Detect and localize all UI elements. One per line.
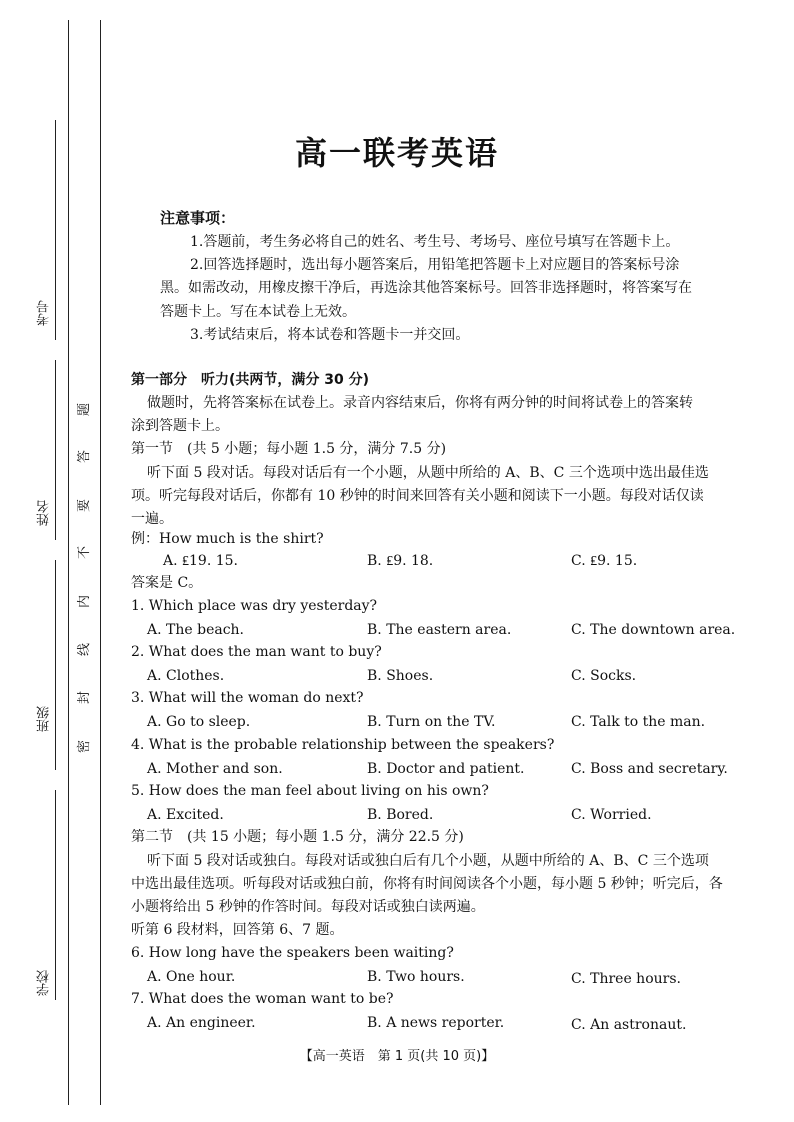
seal-char: 题 [77, 402, 93, 417]
option-b: B. Bored. [367, 807, 434, 823]
notice-heading: 注意事项： [160, 209, 236, 227]
option-a: A. Go to sleep. [147, 714, 251, 730]
material-note: 听第 6 段材料，回答第 6、7 题。 [131, 922, 344, 938]
seal-char: 线 [77, 642, 93, 657]
seal-char: 不 [77, 545, 93, 560]
option-c: C. Worried. [571, 807, 652, 823]
question: 4. What is the probable relationship between the speakers? [131, 737, 555, 753]
notice-item: 答题卡上。写在本试卷上无效。 [160, 304, 356, 320]
section2-directions: 中选出最佳选项。听每段对话或独白前，你将有时间阅读各个小题，每小题 5 秒钟；听完后，各 [131, 876, 723, 892]
option-a: A. Excited. [147, 807, 224, 823]
page-footer: 【高一英语 第 1 页(共 10 页)】 [299, 1049, 495, 1064]
notice-item: 1.答题前，考生务必将自己的姓名、考生号、考场号、座位号填写在答题卡上。 [190, 234, 680, 250]
option-c: C. Boss and secretary. [571, 761, 728, 777]
exam-number-label: 考号 [37, 300, 52, 326]
seal-char: 内 [77, 594, 93, 609]
section2-heading: 第二节 (共 15 小题；每小题 1.5 分，满分 22.5 分) [131, 829, 464, 845]
option-b: B. Shoes. [367, 668, 434, 684]
class-fill-line [55, 560, 56, 770]
example-option-c: C. ₤9. 15. [571, 553, 638, 569]
option-a: A. An engineer. [147, 1015, 256, 1031]
question: 6. How long have the speakers been waiting? [131, 945, 454, 961]
option-a: A. Clothes. [147, 668, 225, 684]
question: 7. What does the woman want to be? [131, 991, 394, 1007]
name-fill-line [55, 360, 56, 540]
school-fill-line [55, 790, 56, 1000]
question: 5. How does the man feel about living on his own? [131, 783, 489, 799]
question: 1. Which place was dry yesterday? [131, 598, 378, 614]
seal-char: 封 [77, 690, 93, 705]
school-label: 学校 [37, 970, 52, 996]
option-b: B. Doctor and patient. [367, 761, 525, 777]
part1-intro: 做题时，先将答案标在试卷上。录音内容结束后，你将有两分钟的时间将试卷上的答案转 [147, 395, 693, 411]
option-c: C. An astronaut. [571, 1017, 687, 1033]
example-option-b: B. ₤9. 18. [367, 553, 434, 569]
option-c: C. The downtown area. [571, 622, 736, 638]
seal-char: 密 [77, 739, 93, 754]
seal-char: 答 [77, 449, 93, 464]
option-c: C. Socks. [571, 668, 637, 684]
page-title: 高一联考英语 [294, 134, 499, 172]
question: 2. What does the man want to buy? [131, 644, 382, 660]
option-b: B. Turn on the TV. [367, 714, 496, 730]
question: 3. What will the woman do next? [131, 690, 364, 706]
notice-item: 黑。如需改动，用橡皮擦干净后，再选涂其他答案标号。回答非选择题时，将答案写在 [160, 280, 692, 296]
notice-item: 2.回答选择题时，选出每小题答案后，用铅笔把答题卡上对应题目的答案标号涂 [190, 257, 680, 273]
binding-line-right [100, 20, 101, 1105]
option-b: B. The eastern area. [367, 622, 512, 638]
example-option-a: A. ₤19. 15. [163, 553, 238, 569]
option-c: C. Three hours. [571, 971, 681, 987]
section1-directions: 听下面 5 段对话。每段对话后有一个小题，从题中所给的 A、B、C 三个选项中选出最佳选 [147, 465, 709, 481]
section2-directions: 听下面 5 段对话或独白。每段对话或独白后有几个小题，从题中所给的 A、B、C 三个选项 [147, 853, 709, 869]
section2-directions: 小题将给出 5 秒钟的作答时间。每段对话或独白读两遍。 [131, 899, 485, 915]
binding-line-left [68, 20, 69, 1105]
example-answer: 答案是 C。 [131, 575, 203, 591]
option-a: A. Mother and son. [147, 761, 283, 777]
part1-heading: 第一部分 听力(共两节，满分 30 分) [131, 372, 370, 388]
part1-intro: 涂到答题卡上。 [131, 418, 229, 434]
class-label: 班级 [37, 706, 52, 732]
option-a: A. The beach. [147, 622, 245, 638]
section1-directions: 项。听完每段对话后，你都有 10 秒钟的时间来回答有关小题和阅读下一小题。每段对话仅读 [131, 488, 704, 504]
name-label: 姓名 [37, 500, 52, 526]
option-b: B. Two hours. [367, 969, 465, 985]
section1-heading: 第一节 (共 5 小题；每小题 1.5 分，满分 7.5 分) [131, 441, 447, 457]
option-a: A. One hour. [147, 969, 236, 985]
example-question: 例：How much is the shirt? [131, 531, 324, 547]
option-c: C. Talk to the man. [571, 714, 706, 730]
notice-item: 3.考试结束后，将本试卷和答题卡一并交回。 [190, 327, 470, 343]
seal-char: 要 [77, 498, 93, 513]
section1-directions: 一遍。 [131, 511, 173, 527]
option-b: B. A news reporter. [367, 1015, 505, 1031]
